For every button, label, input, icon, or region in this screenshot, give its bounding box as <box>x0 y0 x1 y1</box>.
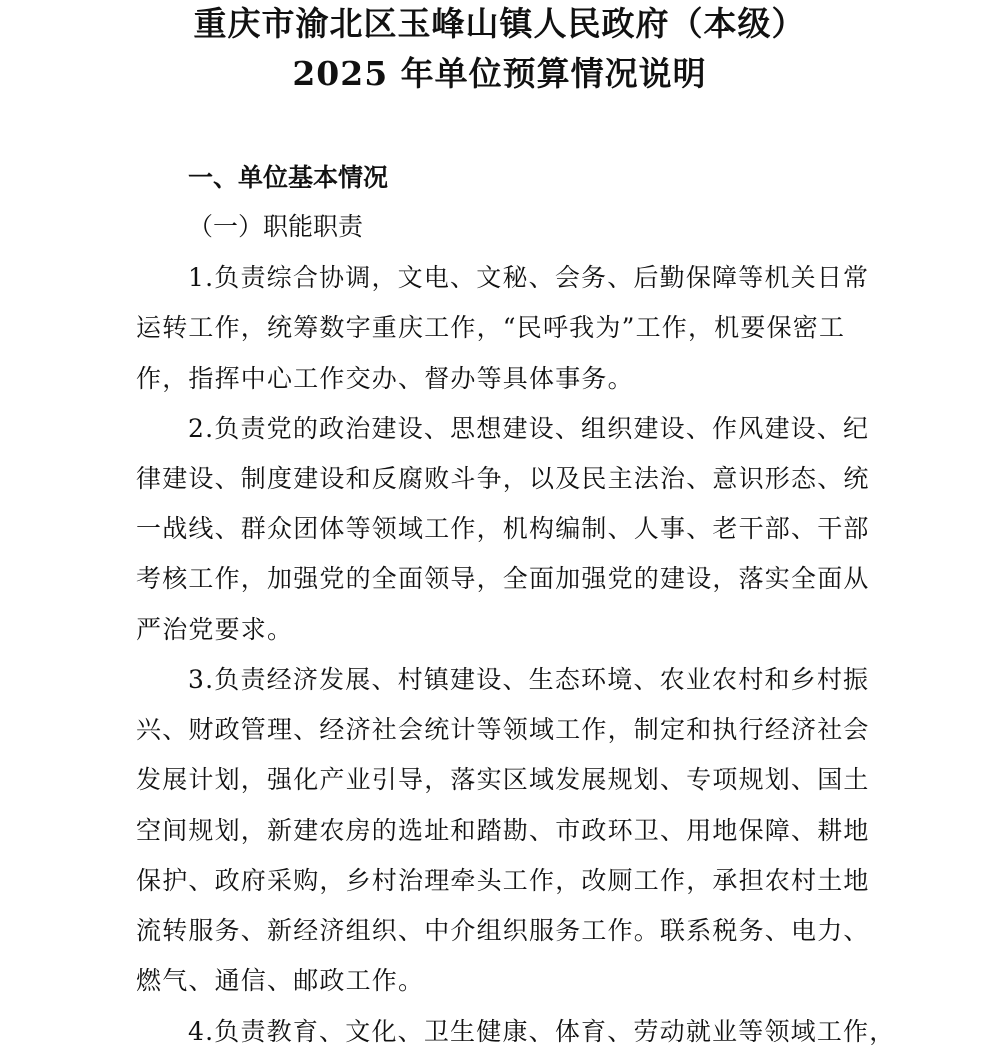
subsection-heading: （一）职能职责 <box>188 212 364 241</box>
paragraph-1-line-2: 运转工作，统筹数字重庆工作，“民呼我为”工作，机要保密工 <box>136 313 846 342</box>
paragraph-2-line-4: 考核工作，加强党的全面领导，全面加强党的建设，落实全面从 <box>136 564 870 593</box>
paragraph-2-line-1: 2.负责党的政治建设、思想建设、组织建设、作风建设、纪 <box>188 414 870 443</box>
paragraph-3-line-7: 燃气、通信、邮政工作。 <box>136 966 425 995</box>
paragraph-4-line-1: 4.负责教育、文化、卫生健康、体育、劳动就业等领域工作， <box>188 1017 896 1046</box>
paragraph-3-line-2: 兴、财政管理、经济社会统计等领域工作，制定和执行经济社会 <box>136 715 870 744</box>
paragraph-3-line-1: 3.负责经济发展、村镇建设、生态环境、农业农村和乡村振 <box>188 665 870 694</box>
section-heading: 一、单位基本情况 <box>188 163 389 192</box>
paragraph-1-line-1: 1.负责综合协调，文电、文秘、会务、后勤保障等机关日常 <box>188 263 870 292</box>
paragraph-2-line-3: 一战线、群众团体等领域工作，机构编制、人事、老干部、干部 <box>136 514 870 543</box>
paragraph-2-line-5: 严治党要求。 <box>136 615 294 644</box>
paragraph-2-line-2: 律建设、制度建设和反腐败斗争，以及民主法治、意识形态、统 <box>136 464 870 493</box>
paragraph-3-line-3: 发展计划，强化产业引导，落实区域发展规划、专项规划、国土 <box>136 765 870 794</box>
paragraph-3-line-4: 空间规划，新建农房的选址和踏勘、市政环卫、用地保障、耕地 <box>136 816 870 845</box>
document-title-line1: 重庆市渝北区玉峰山镇人民政府（本级） <box>193 4 806 43</box>
document-title-line2: 2025 年单位预算情况说明 <box>292 54 707 93</box>
paragraph-3-line-5: 保护、政府采购，乡村治理牵头工作，改厕工作，承担农村土地 <box>136 866 870 895</box>
paragraph-1-line-3: 作，指挥中心工作交办、督办等具体事务。 <box>136 364 634 393</box>
paragraph-3-line-6: 流转服务、新经济组织、中介组织服务工作。联系税务、电力、 <box>136 916 870 945</box>
